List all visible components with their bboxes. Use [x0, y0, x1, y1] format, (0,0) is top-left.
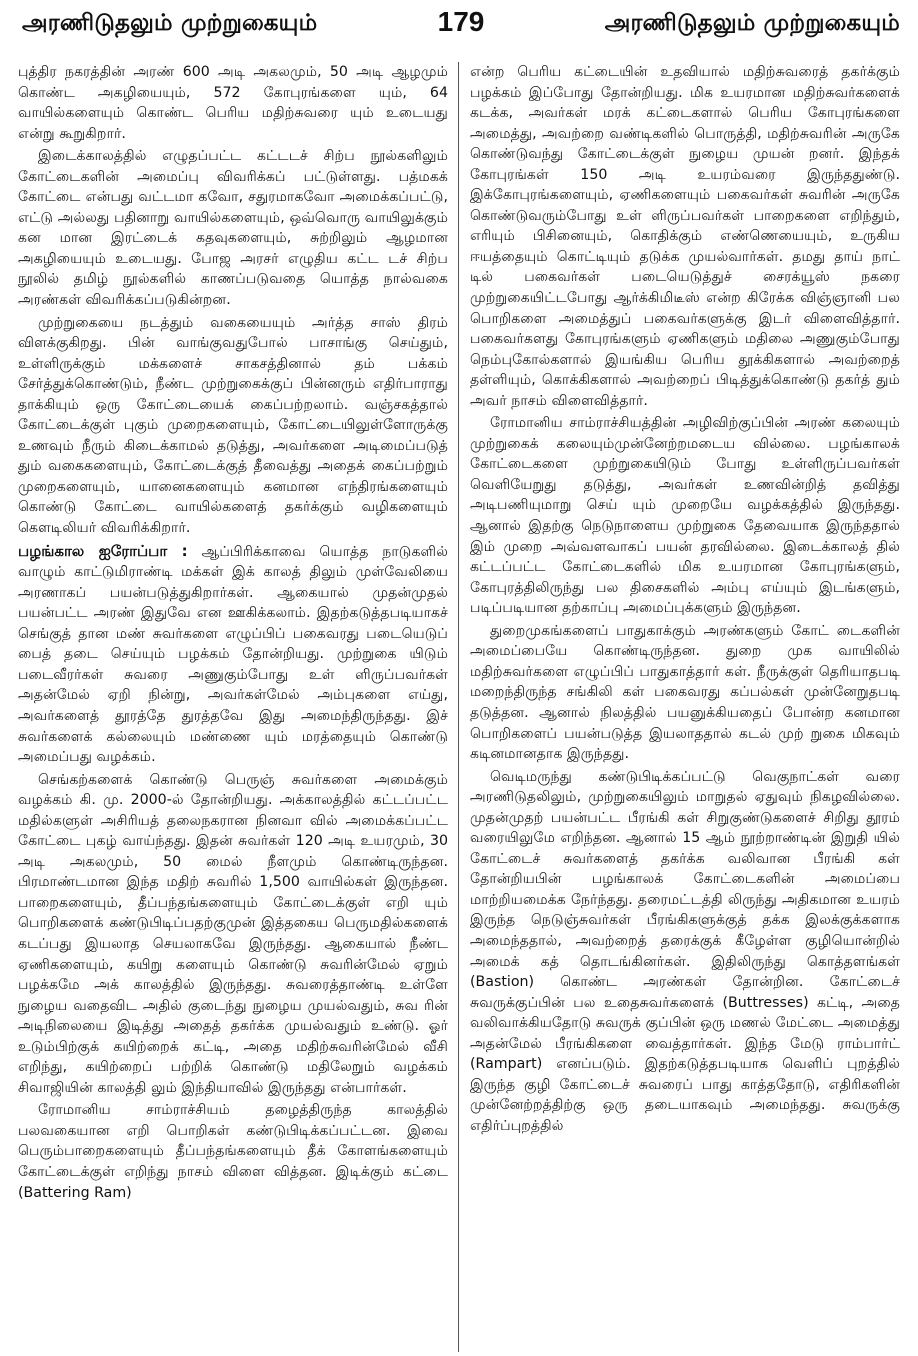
- left-column: [18, 62, 448, 1352]
- paragraph: வெடிமருந்து கண்டுபிடிக்கப்பட்டு வெகுநாட்கள் வரை அரணிடுதலிலும், முற்றுகையிலும் மாறுதல் ஏதுவும் நிகழவில்லை. முதன்முதற் பயன்பட்ட பீரங்கி கள் சிறுகுண்டுகளைச் சிறிது தூரம் வரையிலுமே எறிந்தன. ஆனால் 15 ஆம் நூற்றாண்டின் இறுதி யில் கோட்டைச் சுவர்களைத் தகர்க்க வலிவான பீரங்கி கள் தோன்றியபின் பழங்காலக் கோட்டைகளின் அமைப்பை மாற்றியமைக்க நேர்ந்தது. தரைமட்டத்தி லிருந்து அதிகமான உயரம் இருந்த நெடுஞ்சுவர்கள் பீரங்கிகளுக்குத் தக்க இலக்குக்களாக அமைந்ததால், அவற்றைத் தரைக்குக் கீழேள்ள குழியொன்றில் அமைக் கத் தொடங்கினர்கள். இதிலிருந்து கொத்தளங்கள் (Bastion) கொண்ட அரண்கள் தோன்றின. கோட்டைச் சுவருக்குப்பின் பல உதைசுவர்களைக் (Buttresses) கட்டி, அதை வலிவாக்கியதோடு சுவருக் குப்பின் ஒரு மணல் மேட்டை அமைத்து அதன்மேல் பீரங்கிகளை வைத்தார்கள். இந்த மேடு ராம்பார்ட் (Rampart) எனப்படும். இதற்கடுத்தபடியாக வெளிப் புறத்தில் இருந்த குழி கோட்டைச் சுவரைப் பாது காத்ததோடு, எதிரிகளின் முன்னேற்றத்திற்கு ஒரு தடையாகவும் அமைந்தது. சுவருக்கு எதிர்ப்புறத்தில்: [470, 768, 900, 1134]
- paragraph: இடைக்காலத்தில் எழுதப்பட்ட கட்டடச் சிற்ப நூல்களிலும் கோட்டைகளின் அமைப்பு விவரிக்கப் பட்டுள்ளது. பத்மகக் கோட்டை என்பது வட்டமா கவோ, சதுரமாகவோ அமைக்கப்பட்டு, எட்டு அல்லது பதினாறு வாயில்களையும், ஒவ்வொரு வாயிலுக்கும் கன மான இரட்டைக் கதவுகளையும், சுற்றிலும் ஆழமான அகழியையும் உடையது. போஜ அரசர் எழுதிய கட்ட டச் சிற்ப நூலில் தமிழ் நூல்களில் காணப்படுவதை யொத்த நால்வகை அரண்கள் விவரிக்கப்படுகின்றன.: [18, 148, 448, 309]
- section-heading: பழங்கால ஐரோப்பா :: [18, 541, 188, 560]
- paragraph: ரோமானிய சாம்ராச்சியத்தின் அழிவிற்குப்பின் அரண் கலையும் முற்றுகைக் கலையும்முன்னேற்றமடைய வில்லை. பழங்காலக் கோட்டைகளை முற்றுகையிடும் போது உள்ளிருப்பவர்கள் வெளியேறுது தடுத்து, அவர்கள் உணவின்றித் தவித்து அடிபணியுமாறு செய் யும் முறையே வழக்கத்தில் இருந்தது. ஆனால் இதற்கு நெடுநாளைய முற்றுகை தேவையாக இருந்ததால் இம் முறை அவ்வளவாகப் பயன் தரவில்லை. இடைக்காலத் தில் கட்டப்பட்ட கோட்டைகளில் மிக உயரமான கோபுரங்களும், கோபுரத்திலிருந்து பல திசைகளில் அம்பு எய்யும் இடங்களும், படிப்படியான தற்காப்பு அமைப்புக்களும் இருந்தன.: [470, 415, 900, 617]
- paragraph: புத்திர நகரத்தின் அரண் 600 அடி அகலமும், 50 அடி ஆழமும் கொண்ட அகழியையும், 572 கோபுரங்களை யும், 64 வாயில்களையும் கொண்ட பெரிய மதிற்சுவரை யும் உடையது என்று கூறுகிறார்.: [18, 64, 448, 142]
- page-number: 179: [437, 6, 485, 37]
- paragraph: துறைமுகங்களைப் பாதுகாக்கும் அரண்களும் கோட் டைகளின் அமைப்பையே கொண்டிருந்தன. துறை முக வாயிலில் மதிற்சுவர்களை எழுப்பிப் பாதுகாத்தார் கள். நீருக்குள் தெரியாதபடி மறைந்திருந்த சங்கிலி கள் பகைவரது கப்பல்கள் முன்னேறுதபடி தடுத்தன. ஆனால் நிலத்தில் பயனுக்கியதைப் போன்ற கனமான பொறிகளைப் பயன்படுத்த இயலாததால் கடல் முற் றுகை மிகவும் கடினமானதாக இருந்தது.: [470, 622, 900, 763]
- paragraph: முற்றுகையை நடத்தும் வகையையும் அர்த்த சாஸ் திரம் விளக்குகிறது. பின் வாங்குவதுபோல் பாசாங்கு செய்தும், உள்ளிருக்கும் மக்களைச் சாகசத்தினால் தம் பக்கம் சேர்த்துக்கொண்டும், நீண்ட முற்றுகைக்குப் பின்னரும் எதிர்பாராது தாக்கியும் ஒரு கோட்டையைக் கைப்பற்றலாம். வஞ்சகத்தால் கோட்டைக்குள் புகும் முறைகளையும், கோட்டையிலுள்ளோருக்கு உணவும் நீரும் கிடைக்காமல் தடுத்து, அவர்களை அடிமைப்படுத் தும் வகைகளையும், கோட்டைக்குத் தீவைத்து அதைக் கைப்பற்றும் முறைகளையும், யானைகளையும் கனமான எந்திரங்களையும் கொண்டு கோட்டை வாயில்களைத் தகர்க்கும் வழிகளையும் கௌடிலியர் விவரிக்கிறார்.: [18, 314, 448, 537]
- paragraph: என்ற பெரிய கட்டையின் உதவியால் மதிற்சுவரைத் தகர்க்கும் பழக்கம் இப்போது தோன்றியது. மிக உயரமான மதிற்சுவர்களைக் கடக்க, அவர்கள் மரக் கட்டைகளால் பெரிய கோபுரங்களை அமைத்து, அவற்றை வண்டிகளில் பொருத்தி, மதிற்சுவரின் அருகே கொண்டுவந்து கோட்டைக்குள் நுழைய முயன் றனர். இந்தக் கோபுரங்கள் 150 அடி உயரம்வரை இருந்ததுண்டு. இக்கோபுரங்களையும், ஏணிகளையும் பகைவர்கள் சுவரின் அருகே கொண்டுவரும்போது உள் ளிருப்பவர்கள் பாறைகளை எறிந்தும், எரியும் பிசினையும், கொதிக்கும் எண்ணெயையும், உருகிய ஈயத்தையும் கொட்டியும் தடுக்க முயல்வார்கள். தமது தாய் நாட் டில் பகைவர்கள் படையெடுத்துச் சைரக்யூஸ் நகரை முற்றுகையிட்டபோது ஆர்க்கிமிடீஸ் என்ற கிரேக்க விஞ்ஞானி பல பொறிகளை அமைத்துப் பகைவர்களுக்கு இடர் விளைவித்தார். பகைவர்களது கோபுரங்களும் ஏணிகளும் மதிலை அணுகும்போது நெம்புகோல்களால் இயங்கிய பெரிய தூக்கிகளால் அவற்றைத் தள்ளியும், கொக்கிகளால் அவற்றைப் பிடித்துக்கொண்டு தகர்த் தும் அவர் நாசம் விளைவித்தார்.: [470, 64, 900, 409]
- section-text: ஆப்பிரிக்காவை யொத்த நாடுகளில் வாழும் காட்டுமிராண்டி மக்கள் இக் காலத் திலும் முள்வேலியை அரணாகப் பயன்படுத்துகிறார்கள். ஆகையால் முதன்முதல் பயன்பட்ட அரண் இதுவே என ஊகிக்கலாம். இதற்கடுத்தபடியாகச் செங்குத் தான மண் சுவர்களை எழுப்பிப் பகைவரது படையெடுப் பைத் தடை செய்யும் பழக்கம் தோன்றியது. முற்றுகை யிடும் படைவீரர்கள் சுவரை அணுகும்போது உள் ளிருப்பவர்கள் அதன்மேல் ஏறி நின்று, அவர்கள்மேல் அம்புகளை எய்து, அவர்களைத் தூரத்தே துரத்தவே இது அமைந்திருந்தது. இச் சுவர்களைக் கல்லையும் மண்ணை யும் மரத்தையும் கொண்டு அமைப்பது வழக்கம்.: [18, 543, 448, 766]
- paragraph: ரோமானிய சாம்ராச்சியம் தழைத்திருந்த காலத்தில் பலவகையான எறி பொறிகள் கண்டுபிடிக்கப்பட்டன. இவை பெரும்பாறைகளையும் தீப்பந்தங்களையும் தீக் கோளங்களையும் கோட்டைக்குள் எறிந்து நாசம் விளை வித்தன. இடிக்கும் கட்டை (Battering Ram): [18, 1102, 448, 1201]
- running-title-right: அரணிடுதலும் முற்றுகையும்: [604, 10, 900, 36]
- section-paragraph: [18, 541, 448, 768]
- text-columns: [18, 62, 904, 1352]
- paragraph: செங்கற்களைக் கொண்டு பெருஞ் சுவர்களை அமைக்கும் வழக்கம் கி. மு. 2000-ல் தோன்றியது. அக்காலத்தில் கட்டப்பட்ட மதில்களுள் அசிரியத் தலைநகரான நினவா வில் அமைக்கப்பட்ட கோட்டை புகழ் வாய்ந்தது. இதன் சுவர்கள் 120 அடி உயரமும், 30 அடி அகலமும், 50 மைல் நீளமும் கொண்டிருந்தன. பிரமாண்டமான இந்த மதிற் சுவரில் 1,500 வாயில்கள் இருந்தன. பாறைகளையும், தீப்பந்தங்களையும் கோட்டைக்குள் எறி யும் பொறிகளைக் கண்டுபிடிப்பதற்குமுன் இத்தகைய பெருமதில்களைக் கடப்பது இயலாத செயலாகவே இருந்தது. ஆகையால் நீண்ட ஏணிகளையும், கயிறு களையும் கொண்டு சுவரின்மேல் ஏறும் பழக்கமே அக் காலத்தில் இருந்தது. சுவரைத்தாண்டி உள்ளே நுழைய வதைவிட அதில் குடைந்து நுழைய முயல்வதும், சுவ ரின் அடிநிலையை இடித்து அதைத் தகர்க்க முயல்வதும் உண்டு. ஓர் உடும்பிற்குக் கயிற்றைக் கட்டி, அதை மதிற்சுவரின்மேல் வீசி எறிந்து, கயிற்றைப் பற்றிக் கொண்டு மதிலேறும் வழக்கம் சிவாஜியின் காலத்தி லும் இந்தியாவில் இருந்தது என்பார்கள்.: [18, 771, 448, 1096]
- right-column: [470, 62, 900, 1352]
- running-header: [18, 6, 904, 56]
- column-divider: [458, 62, 459, 1352]
- running-title-left: அரணிடுதலும் முற்றுகையும்: [22, 10, 318, 36]
